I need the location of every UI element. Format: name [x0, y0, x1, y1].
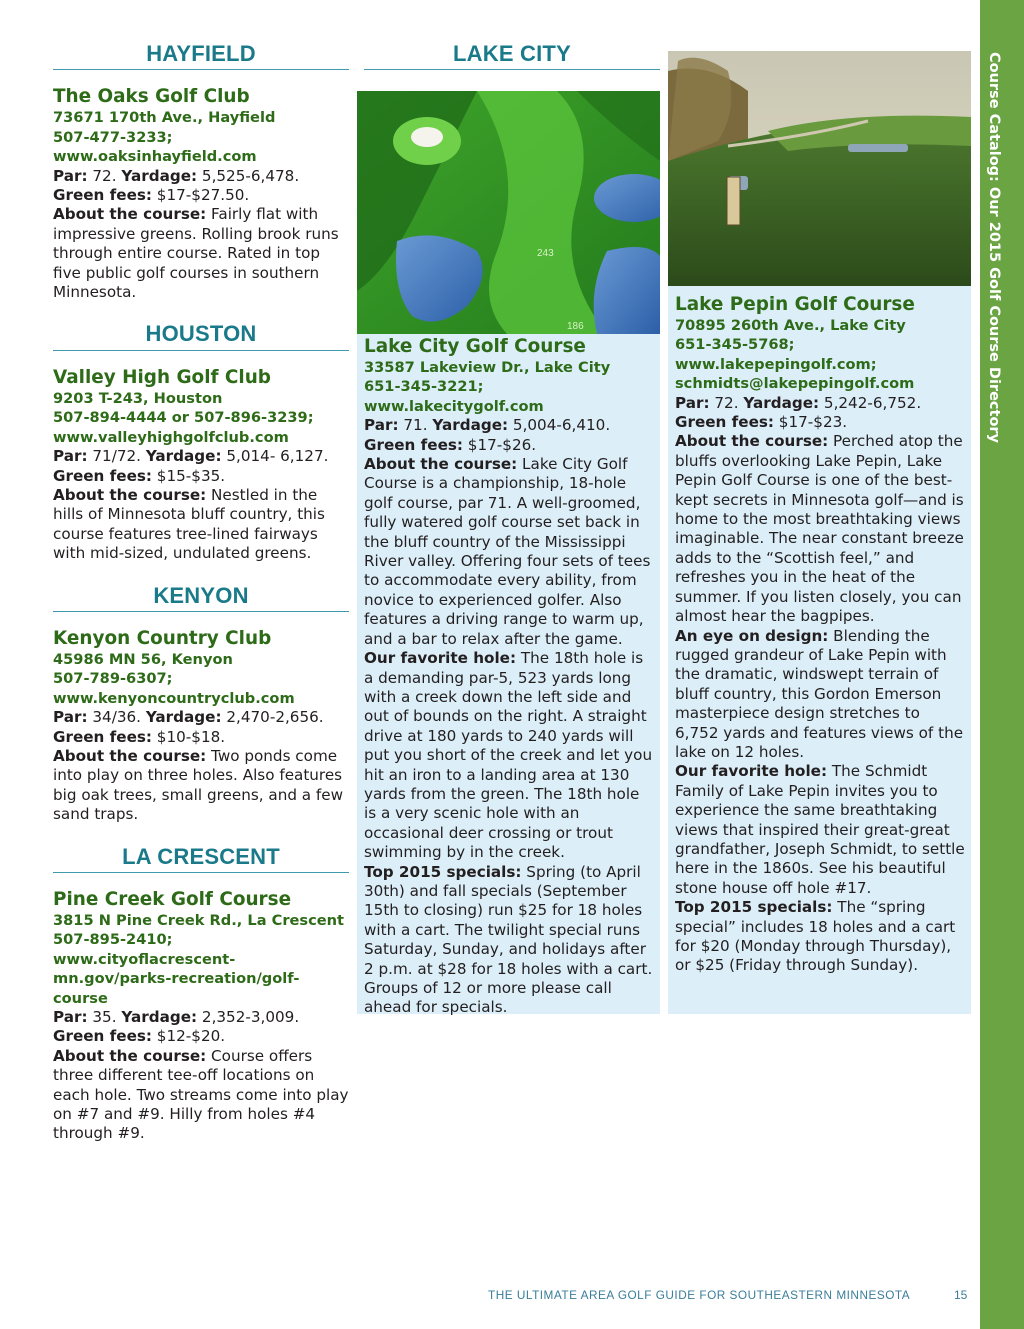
about-course: About the course: Lake City Golf Course is a championship, 18-hole golf course, par 71. A well-groomed, fully watered golf course set back in the bluff country of the Mississippi River valley. Offering four sets of tees to accommodate every ability, from novice to experienced golfer. Also features a driving range to warm up, and a bar to relax after the game. — [364, 455, 651, 648]
about-course: About the course: Nestled in the hills of Minnesota bluff country, this course features tree-lined fairways with mid-sized, undulated greens. — [53, 485, 325, 563]
region-heading: LA CRESCENT — [53, 847, 349, 873]
course-name: Lake Pepin Golf Course — [675, 294, 915, 315]
green-fees: Green fees: $17-$23. — [675, 413, 848, 432]
region-heading: LAKE CITY — [364, 44, 660, 70]
par-yardage: Par: 71. Yardage: 5,004-6,410. — [364, 416, 611, 435]
favorite-hole: Our favorite hole: The 18th hole is a demanding par-5, 523 yards long with a creek down the left side and out of bounds on the right. A straight drive at 180 yards to 240 yards will put you short of the creek and let you hit an iron to a landing area at 130 yards from the green. The 18th hole is a very scenic hole with an occasional deer crossing or trout swimming by in the creek. — [364, 649, 653, 862]
green-fees: Green fees: $15-$35. — [53, 466, 226, 485]
course-address: 73671 170th Ave., Hayfield — [53, 109, 276, 127]
course-website[interactable]: www.oaksinhayfield.com — [53, 148, 257, 166]
about-course: About the course: Perched atop the bluffs overlooking Lake Pepin, Lake Pepin Golf Course is one of the best-kept secrets in Minnesota golf—and is home to the most breathtaking views imaginable. The near constant breeze adds to the “Scottish feel,” and refreshes you in the heat of the summer. If you listen closely, you can almost hear the bagpipes. — [675, 432, 964, 626]
lakepepin-landscape-image — [668, 51, 971, 286]
about-course: About the course: Fairly flat with impressive greens. Rolling brook runs through entire course. Rated in top five public golf courses in southern Minnesota. — [53, 205, 339, 302]
course-phone: 507-895-2410; — [53, 931, 173, 949]
par-yardage: Par: 71/72. Yardage: 5,014- 6,127. — [53, 447, 329, 466]
course-address: 3815 N Pine Creek Rd., La Crescent — [53, 912, 345, 929]
course-address: 70895 260th Ave., Lake City — [675, 317, 906, 334]
par-yardage: Par: 72. Yardage: 5,525-6,478. — [53, 166, 300, 185]
lakepepin-panel — [668, 286, 971, 1014]
about-course: About the course: Course offers three different tee-off locations on each hole. Two streams come into play on #7 and #9. Hilly from holes #4 through #9. — [53, 1046, 349, 1143]
course-phone: 507-789-6307; — [53, 670, 173, 688]
course-address: 45986 MN 56, Kenyon — [53, 650, 233, 668]
page-number: 15 — [954, 1288, 968, 1302]
course-website[interactable]: www.lakepepingolf.com; — [675, 355, 877, 373]
green-fees: Green fees: $12-$20. — [53, 1027, 226, 1046]
lakepepin-text — [675, 294, 967, 976]
section-hayfield — [53, 41, 349, 302]
yardage-marker-label: 186 — [567, 321, 584, 332]
top-specials: Top 2015 specials: Spring (to April 30th) and fall specials (September 15th to closing) run $25 for 18 holes with a cart. The twilight special runs Saturday, Sunday, and holidays after 2 p.m. at $28 for 18 holes with a cart. Groups of 12 or more please call ahead for specials. — [364, 862, 653, 1017]
green-fees: Green fees: $17-$27.50. — [53, 186, 250, 205]
footer-title: THE ULTIMATE AREA GOLF GUIDE FOR SOUTHEASTERN MINNESOTA — [488, 1288, 911, 1302]
green-fees: Green fees: $10-$18. — [53, 727, 226, 746]
design-note: An eye on design: Blending the rugged grandeur of Lake Pepin with the dramatic, windswept terrain of bluff country, this Gordon Emerson masterpiece design stretches to 6,752 yards and features views of the lake on 12 holes. — [675, 626, 964, 761]
par-yardage: Par: 35. Yardage: 2,352-3,009. — [53, 1008, 300, 1027]
course-name: Valley High Golf Club — [53, 366, 271, 388]
green-fees: Green fees: $17-$26. — [364, 435, 537, 454]
course-name: The Oaks Golf Club — [53, 86, 250, 108]
course-phone: 507-477-3233; — [53, 128, 173, 146]
about-course: About the course: Two ponds come into play on three holes. Also features big oak trees, small greens, and a few sand traps. — [53, 746, 344, 824]
aerial-course-photo — [357, 91, 660, 334]
course-address: 33587 Lakeview Dr., Lake City — [364, 359, 611, 376]
course-phone-website[interactable]: 651-345-3221; www.lakecitygolf.com — [364, 378, 544, 415]
section-houston — [53, 321, 349, 563]
region-heading: HAYFIELD — [53, 44, 349, 70]
lakecity-text — [364, 336, 656, 1018]
course-address: 9203 T-243, Houston — [53, 389, 223, 407]
yardage-marker-label: 243 — [537, 248, 554, 259]
par-yardage: Par: 72. Yardage: 5,242-6,752. — [675, 393, 922, 412]
lakecity-panel — [357, 334, 660, 1017]
sidebar-title: Course Catalog: Our 2015 Golf Course Directory — [986, 52, 1002, 444]
top-specials: Top 2015 specials: The “spring special” includes 18 holes and a cart for $20 (Monday through Thursday), or $25 (Friday through Sunday). — [675, 898, 956, 975]
par-yardage: Par: 34/36. Yardage: 2,470-2,656. — [53, 708, 324, 727]
section-lacrescent — [53, 843, 349, 1144]
aerial-course-image — [357, 91, 660, 334]
course-phone: 507-894-4444 or 507-896-3239; — [53, 409, 314, 427]
course-name: Kenyon Country Club — [53, 627, 272, 649]
course-name: Lake City Golf Course — [364, 336, 586, 357]
course-phone: 651-345-5768; — [675, 336, 795, 354]
column-left — [53, 41, 349, 1166]
section-kenyon — [53, 582, 349, 825]
course-email[interactable]: schmidts@lakepepingolf.com — [675, 375, 915, 393]
region-heading: KENYON — [53, 586, 349, 612]
course-name: Pine Creek Golf Course — [53, 889, 292, 910]
course-website[interactable]: www.cityoflacrescent-mn.gov/parks-recreation/golf-course — [53, 950, 300, 1007]
lakecity-heading-wrap — [364, 41, 660, 86]
lakepepin-photo — [668, 51, 971, 286]
course-website[interactable]: www.valleyhighgolfclub.com — [53, 428, 289, 446]
favorite-hole: Our favorite hole: The Schmidt Family of Lake Pepin invites you to experience the same breathtaking views that inspired their great-great grandfather, Joseph Schmidt, to settle here in the 1860s. See his beautiful stone house off hole #17. — [675, 762, 965, 897]
course-website[interactable]: www.kenyoncountryclub.com — [53, 689, 295, 707]
region-heading: HOUSTON — [53, 324, 349, 350]
